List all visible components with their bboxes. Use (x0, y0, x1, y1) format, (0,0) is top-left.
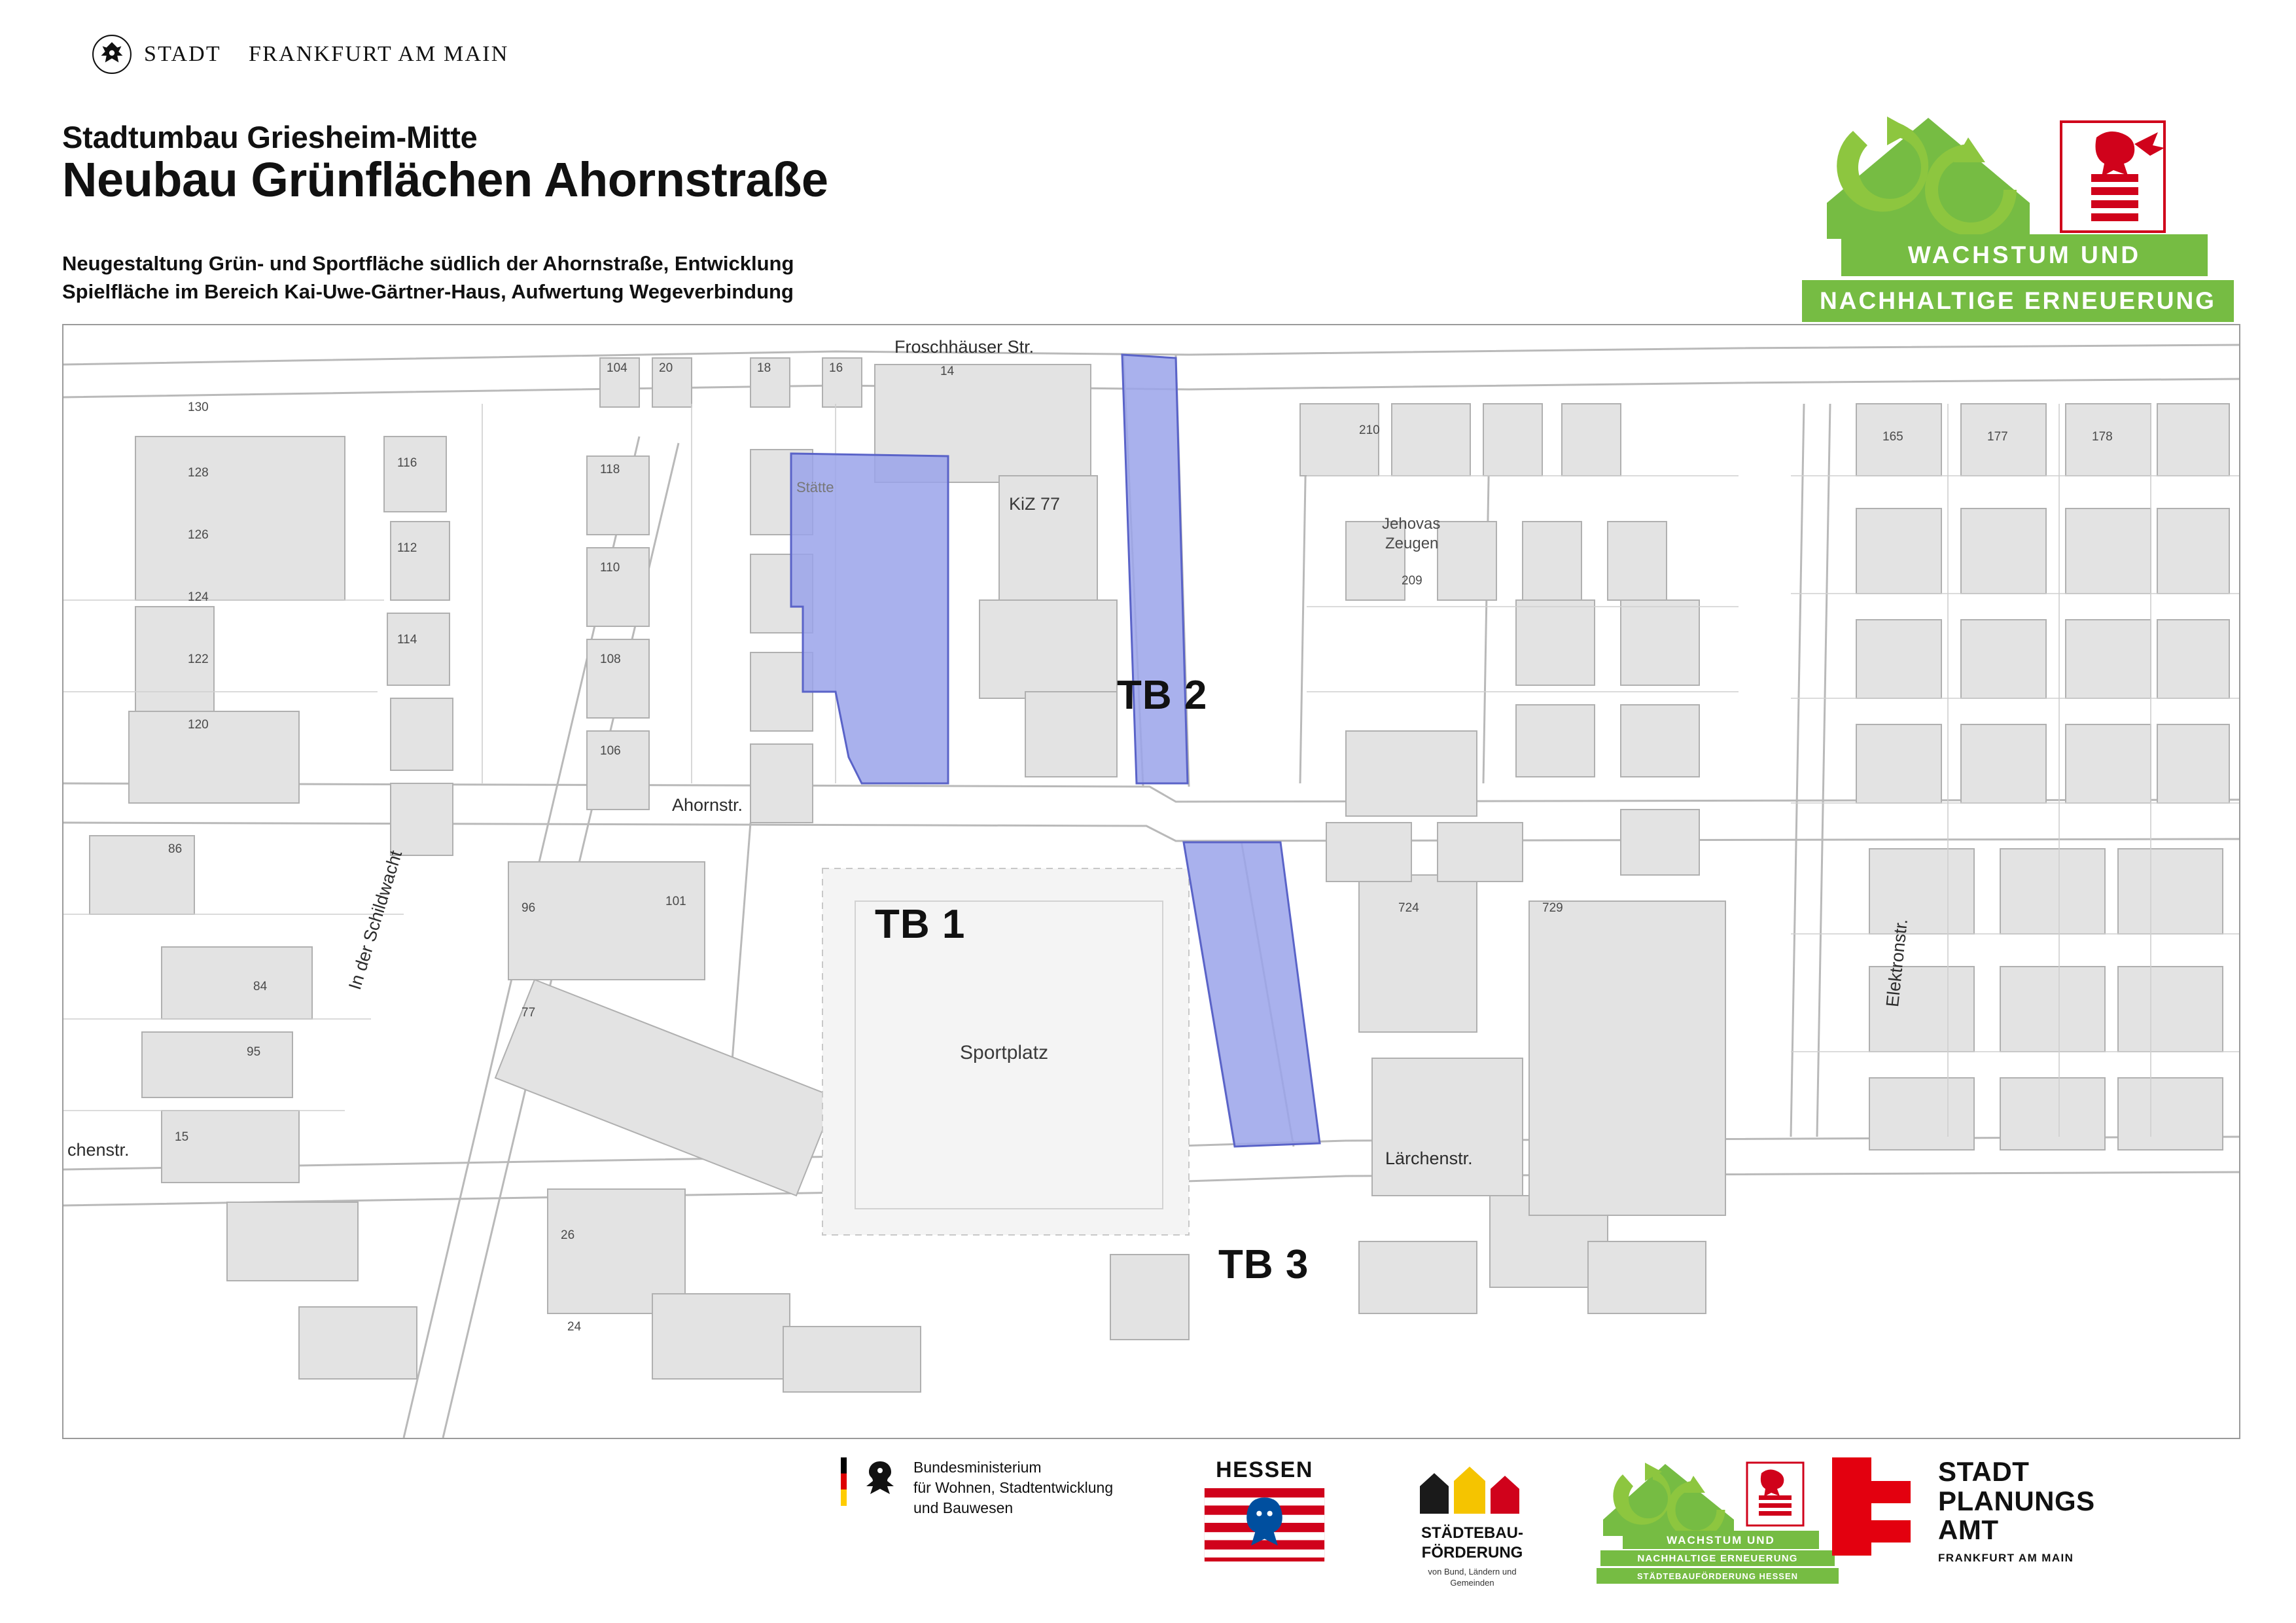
page-subtitle (62, 250, 794, 306)
stadtplanungsamt-logo (1832, 1457, 2095, 1565)
planungsamt-line-3: AMT (1938, 1514, 1999, 1546)
bundesadler-icon (860, 1457, 900, 1508)
staedtebau-sub-2: Gemeinden (1450, 1577, 1494, 1588)
parcel-number: 106 (600, 744, 621, 758)
hessen-lion-icon (2057, 118, 2168, 236)
frankfurt-eagle-icon (92, 34, 132, 75)
hessen-logo (1204, 1457, 1325, 1565)
parcel-number: 729 (1542, 901, 1563, 915)
page-header (0, 0, 2296, 324)
parcel-number: 77 (521, 1006, 536, 1020)
street-label-ahornstr: Ahornstr. (672, 795, 743, 815)
tb2-label: TB 2 (1117, 673, 1208, 718)
street-label-chenstr: chenstr. (67, 1140, 130, 1160)
parcel-number: 20 (659, 361, 673, 375)
street-label-schildwacht: In der Schildwacht (345, 848, 406, 992)
street-label-froschhaeuser: Froschhäuser Str. (894, 337, 1034, 357)
parcel-number: 177 (1987, 430, 2008, 444)
frankfurt-red-logo-icon (1832, 1457, 1924, 1556)
footer-logos (0, 1450, 2296, 1623)
subtitle-line-2: Spielfläche im Bereich Kai-Uwe-Gärtner-Haus, Aufwertung Wegeverbindung (62, 279, 794, 303)
parcel-number: 96 (521, 901, 536, 915)
parcel-number: 101 (665, 895, 686, 908)
place-label-staette: Stätte (796, 479, 834, 495)
parcel-number: 108 (600, 652, 621, 666)
parcel-number: 26 (561, 1228, 575, 1242)
staedtebau-line-2: FÖRDERUNG (1421, 1544, 1523, 1561)
subtitle-line-1: Neugestaltung Grün- und Sportfläche südlich der Ahornstraße, Entwicklung (62, 252, 794, 275)
bmwsb-text (913, 1457, 1113, 1518)
parcel-number: 122 (188, 652, 209, 666)
bmwsb-line-1: Bundesministerium (913, 1459, 1042, 1476)
wachstum-badge-icon (1597, 1457, 1839, 1569)
place-label-zeugen: Zeugen (1385, 535, 1439, 552)
site-map[interactable] (62, 324, 2240, 1439)
parcel-number: 110 (600, 561, 620, 575)
parcel-number: 126 (188, 528, 209, 542)
place-label-jehovas: Jehovas (1382, 515, 1441, 533)
parcel-number: 116 (397, 456, 417, 470)
parcel-number: 86 (168, 842, 183, 856)
svg-text:NACHHALTIGE ERNEUERUNG: NACHHALTIGE ERNEUERUNG (1637, 1553, 1798, 1564)
tb3-label: TB 3 (1218, 1242, 1309, 1287)
bmwsb-logo (841, 1457, 1113, 1518)
parcel-number: 84 (253, 980, 268, 993)
staedtebau-houses-icon (1394, 1457, 1551, 1516)
planungsamt-sub: FRANKFURT AM MAIN (1938, 1551, 2074, 1564)
parcel-number: 18 (757, 361, 771, 375)
page-title: Neubau Grünflächen Ahornstraße (62, 152, 828, 207)
parcel-number: 124 (188, 590, 209, 604)
german-flag-bar-icon (841, 1457, 847, 1506)
project-kicker: Stadtumbau Griesheim-Mitte (62, 120, 478, 154)
parcel-number: 14 (940, 365, 955, 378)
parcel-number: 118 (600, 463, 620, 476)
tb1-label: TB 1 (875, 902, 966, 947)
staedtebau-title (1387, 1524, 1557, 1563)
parcel-number: 16 (829, 361, 843, 375)
city-logo-text (144, 42, 509, 67)
city-name-frankfurt: FRANKFURT AM MAIN (249, 42, 509, 66)
wachstum-logo (1597, 1457, 1839, 1584)
parcel-number: 24 (567, 1320, 582, 1334)
parcel-number: 724 (1398, 901, 1419, 915)
parcel-number: 165 (1882, 430, 1903, 444)
planungsamt-line-1: STADT (1938, 1456, 2030, 1487)
staedtebau-sub-1: von Bund, Ländern und (1428, 1567, 1517, 1577)
parcel-number: 210 (1359, 423, 1380, 437)
place-label-kiz77: KiZ 77 (1009, 494, 1061, 514)
parcel-number: 15 (175, 1130, 189, 1144)
street-label-elektronstr: Elektronstr. (1882, 918, 1911, 1008)
bmwsb-line-3: und Bauwesen (913, 1499, 1014, 1517)
badge-line-1: WACHSTUM UND (1841, 234, 2208, 276)
street-label-laerchenstr: Lärchenstr. (1385, 1149, 1473, 1168)
parcel-number: 128 (188, 466, 209, 480)
staedtebaufoerderung-logo (1387, 1457, 1557, 1589)
planungsamt-line-2: PLANUNGS (1938, 1485, 2095, 1516)
parcel-number: 114 (397, 633, 417, 647)
svg-text:WACHSTUM UND: WACHSTUM UND (1667, 1534, 1775, 1546)
parcel-number: 104 (607, 361, 627, 375)
staedtebau-line-1: STÄDTEBAU- (1421, 1524, 1523, 1542)
parcel-number: 95 (247, 1045, 261, 1059)
wachstum-line-3: STÄDTEBAUFÖRDERUNG HESSEN (1597, 1568, 1839, 1584)
parcel-number: 112 (397, 541, 417, 555)
staedtebau-sub (1387, 1567, 1557, 1589)
parcel-number: 120 (188, 718, 209, 732)
green-house-icon (1814, 111, 2043, 249)
parcel-number: 209 (1402, 574, 1422, 588)
hessen-coat-of-arms-icon (1204, 1488, 1325, 1561)
place-label-sportplatz: Sportplatz (960, 1042, 1049, 1063)
city-name-stadt: STADT (144, 42, 221, 66)
hessen-title: HESSEN (1216, 1457, 1313, 1482)
city-logo (92, 34, 509, 75)
planungsamt-text (1938, 1457, 2095, 1545)
bmwsb-line-2: für Wohnen, Stadtentwicklung (913, 1479, 1114, 1497)
parcel-number: 178 (2092, 430, 2113, 444)
parcel-number: 130 (188, 401, 209, 414)
hessen-programme-badge (1789, 111, 2234, 353)
badge-line-2: NACHHALTIGE ERNEUERUNG (1802, 280, 2234, 322)
